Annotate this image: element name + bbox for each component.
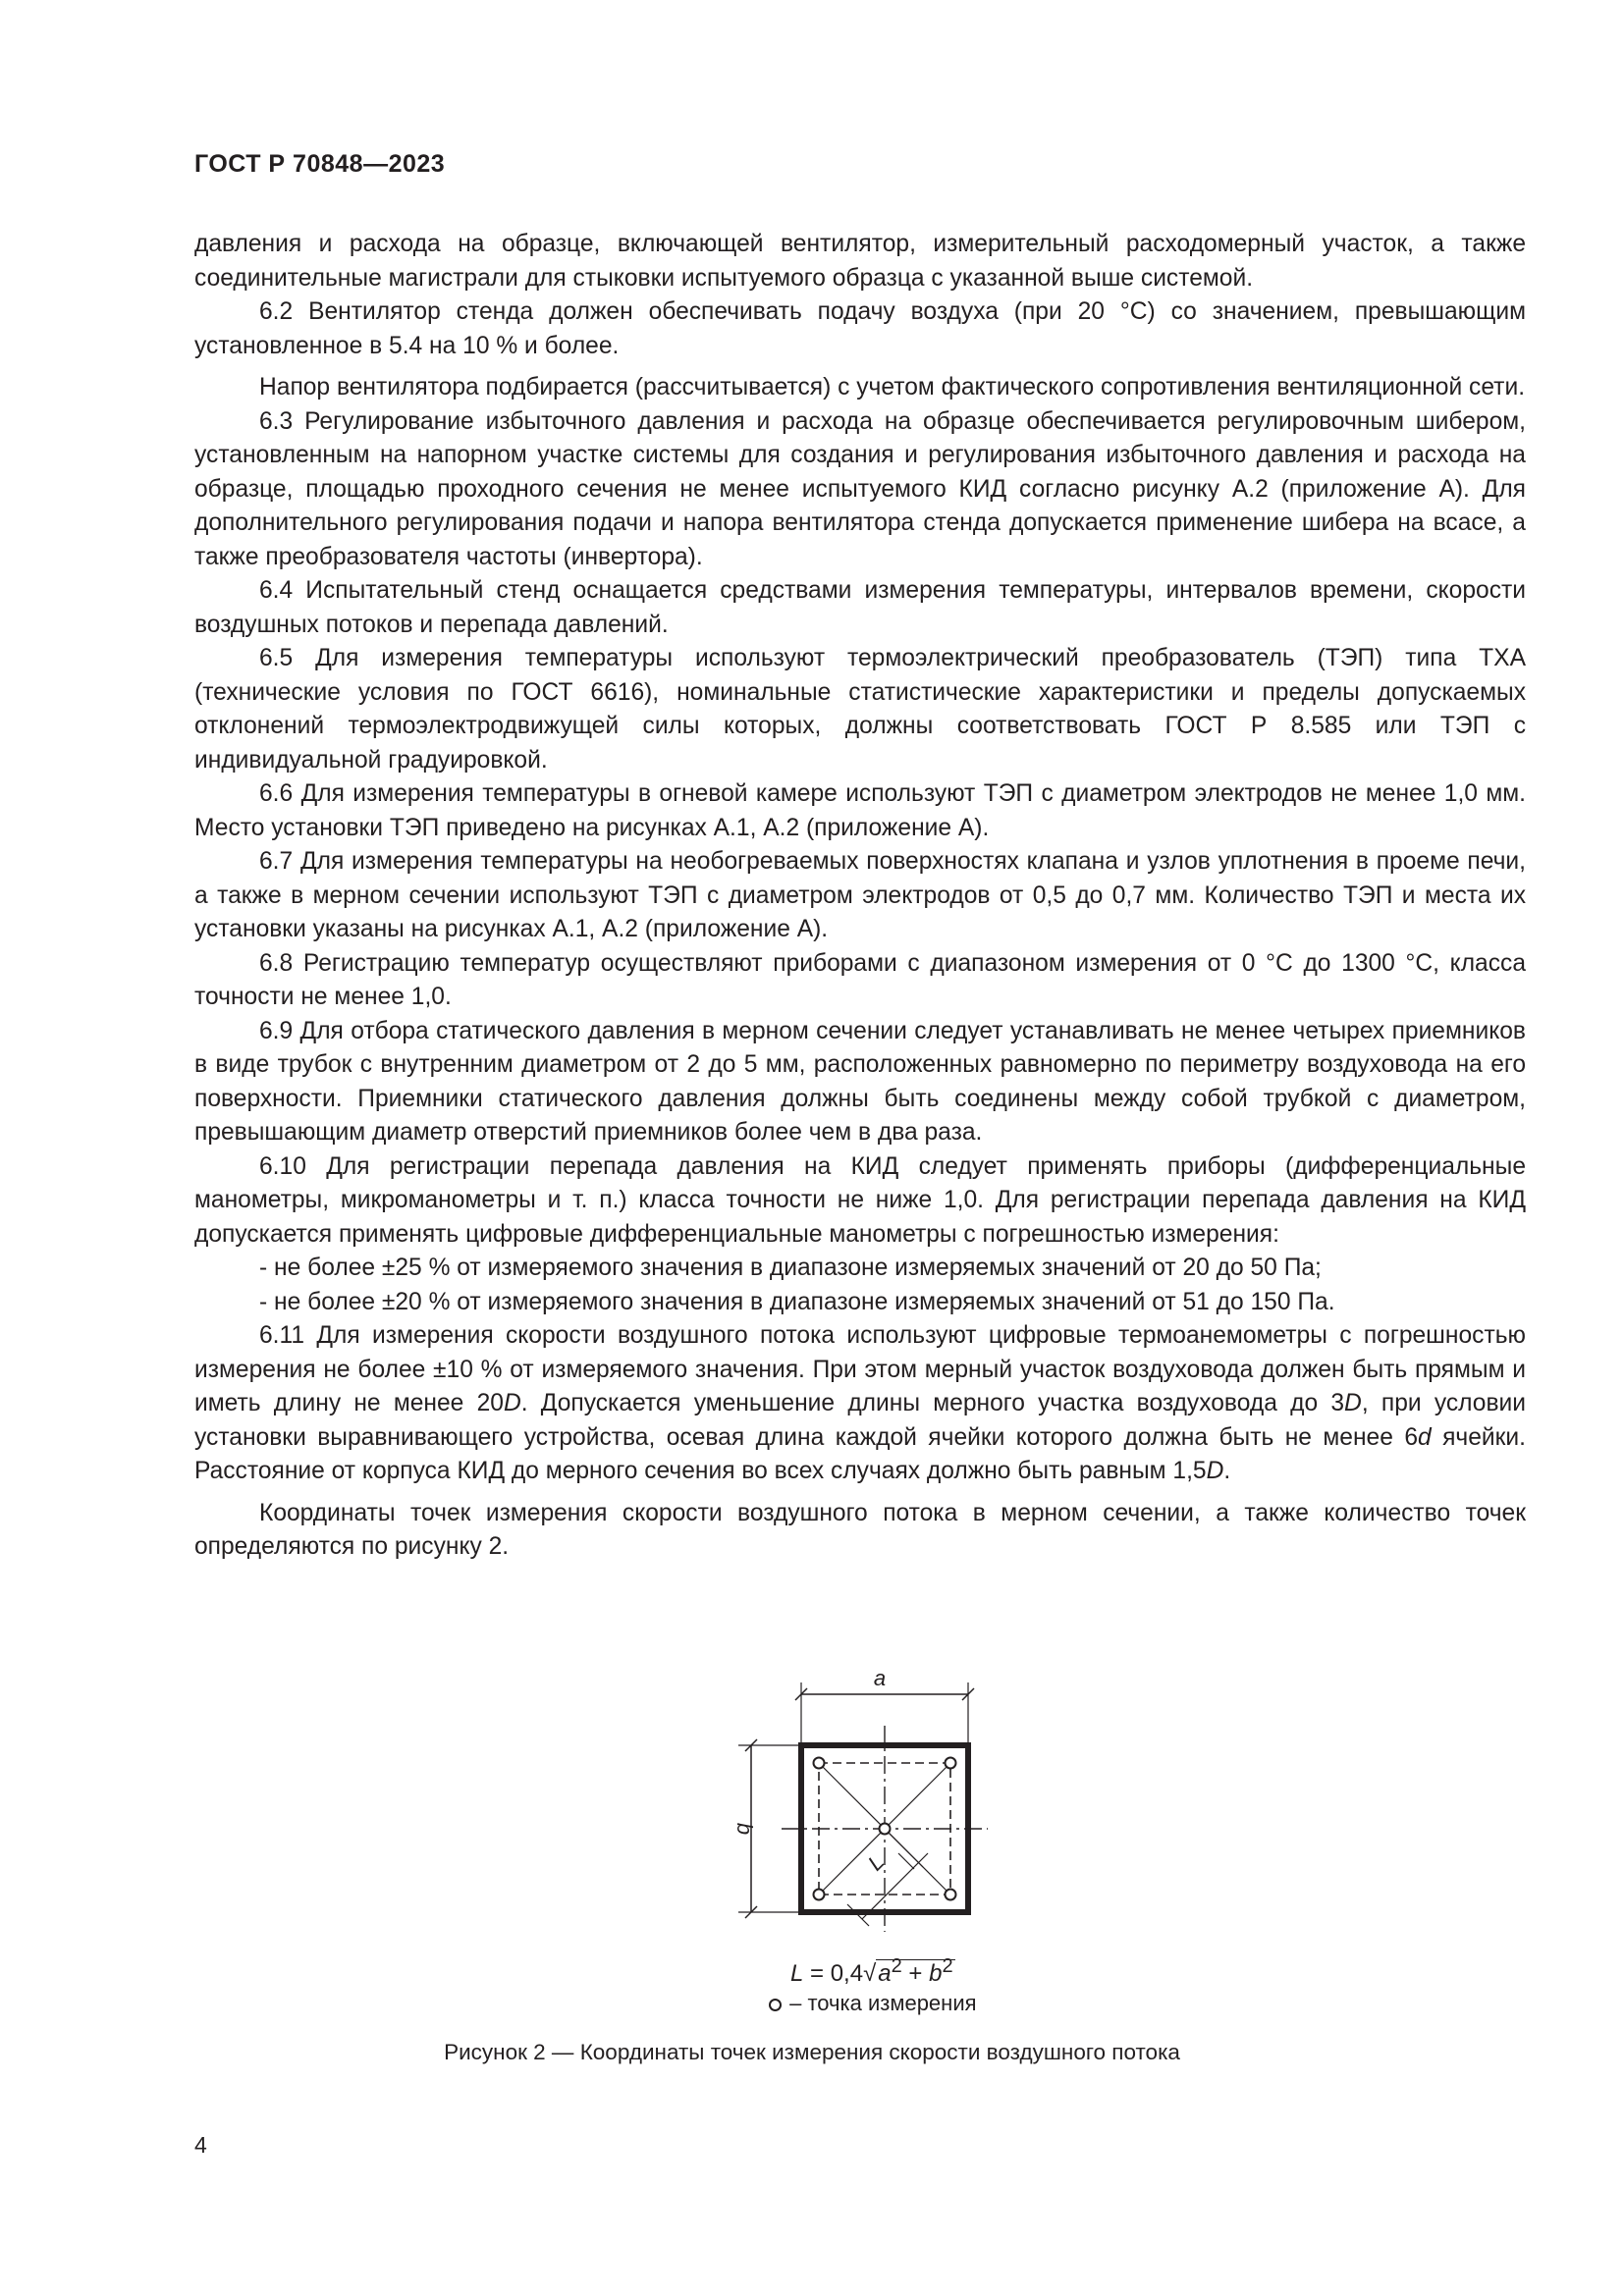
paragraph-fan-pressure: Напор вентилятора подбирается (рассчитывается) с учетом фактического сопротивления вентиляционной сети. <box>259 374 1526 400</box>
dimension-b-label: b <box>732 1822 757 1836</box>
paragraph-6-9: 6.9 Для отбора статического давления в мерном сечении следует устанавливать не менее четырех приемников в виде трубок с внутренним диаметром от 2 до 5 мм, расположенных равномерно по периметру воздуховода на его поверхности. Приемники статического давления должны быть соединены между собой трубкой с диаметром, превышающим диаметр отверстий приемников более чем в два раза. <box>194 1017 1526 1146</box>
paragraph-figure-ref: Координаты точек измерения скорости воздушного потока в мерном сечении, а также количество точек определяются по рисунку 2. <box>194 1499 1526 1560</box>
paragraph-6-3: 6.3 Регулирование избыточного давления и расхода на образце обеспечивается регулировочным шибером, установленным на напорном участке системы для создания и регулирования избыточного давления и расхода на образце, площадью проходного сечения не менее испытуемого КИД согласно рисунку А.2 (приложение А). Для дополнительного регулирования подачи и напора вентилятора стенда допускается применение шибера на всасе, а также преобразователя частоты (инвертора). <box>194 407 1526 570</box>
paragraph-6-5: 6.5 Для измерения температуры используют термоэлектрический преобразователь (ТЭП) типа ТХА (технические условия по ГОСТ 6616), номинальные статистические характеристики и пределы допускаемых отклонений термоэлектродвижущей силы которых, должны соответствовать ГОСТ Р 8.585 или ТЭП с индивидуальной градуировкой. <box>194 645 1526 774</box>
paragraph-6-6: 6.6 Для измерения температуры в огневой камере используют ТЭП с диаметром электродов не менее 1,0 мм. Место установки ТЭП приведено на рисунках А.1, А.2 (приложение А). <box>194 780 1526 841</box>
figure-caption: Рисунок 2 — Координаты точек измерения скорости воздушного потока <box>444 2040 1180 2064</box>
list-item-25: - не более ±25 % от измеряемого значения в диапазоне измеряемых значений от 20 до 50 Па; <box>259 1255 1322 1281</box>
paragraph-6-8: 6.8 Регистрацию температур осуществляют приборами с диапазоном измерения от 0 °С до 1300 °С, класса точности не менее 1,0. <box>194 949 1526 1010</box>
dimension-a-label: a <box>873 1666 887 1690</box>
dimension-L-label: L <box>862 1849 890 1876</box>
paragraph-6-4: 6.4 Испытательный стенд оснащается средствами измерения температуры, интервалов времени, скорости воздушных потоков и перепада давлений. <box>194 577 1526 638</box>
document-header: ГОСТ Р 70848—2023 <box>194 150 446 178</box>
page-number: 4 <box>194 2132 207 2158</box>
figure-formula: $L = 0,4√a^2 + b^2$ <box>790 1955 953 1987</box>
paragraph-6-7: 6.7 Для измерения температуры на необогреваемых поверхностях клапана и узлов уплотнения в проеме печи, а также в мерном сечении используют ТЭП с диаметром электродов от 0,5 до 0,7 мм. Количество ТЭП и места их установки указаны на рисунках А.1, А.2 (приложение А). <box>194 848 1526 942</box>
paragraph-6-2: 6.2 Вентилятор стенда должен обеспечивать подачу воздуха (при 20 °С) со значением, превышающим установленное в 5.4 на 10 % и более. <box>194 298 1526 359</box>
figure-legend: – точка измерения <box>769 1991 977 2016</box>
paragraph-6-11: 6.11 Для измерения скорости воздушного потока используют цифровые термоанемометры с погрешностью измерения не более ±10 % от измеряемого значения. При этом мерный участок воздуховода должен быть прямым и иметь длину не менее 20D. Допускается уменьшение длины мерного участка воздуховода до 3D, при условии установки выравнивающего устройства, осевая длина каждой ячейки которого должна быть не менее 6d ячейки. Расстояние от корпуса КИД до мерного сечения во всех случаях должно быть равным 1,5D. <box>194 1322 1526 1484</box>
body-text <box>194 228 1526 1565</box>
measurement-point-icon <box>769 1999 782 2011</box>
list-item-20: - не более ±20 % от измеряемого значения в диапазоне измеряемых значений от 51 до 150 Па. <box>259 1288 1335 1315</box>
paragraph-continuation: давления и расхода на образце, включающей вентилятор, измерительный расходомерный участок, а также соединительные магистрали для стыковки испытуемого образца с указанной выше системой. <box>194 231 1526 292</box>
figure-2-diagram <box>717 1661 1021 2083</box>
sqrt-icon: √ <box>863 1960 877 1987</box>
paragraph-6-10: 6.10 Для регистрации перепада давления на КИД следует применять приборы (дифференциальные манометры, микроманометры и т. п.) класса точности не ниже 1,0. Для регистрации перепада давления на КИД допускается применять цифровые дифференциальные манометры с погрешностью измерения: <box>194 1152 1526 1248</box>
